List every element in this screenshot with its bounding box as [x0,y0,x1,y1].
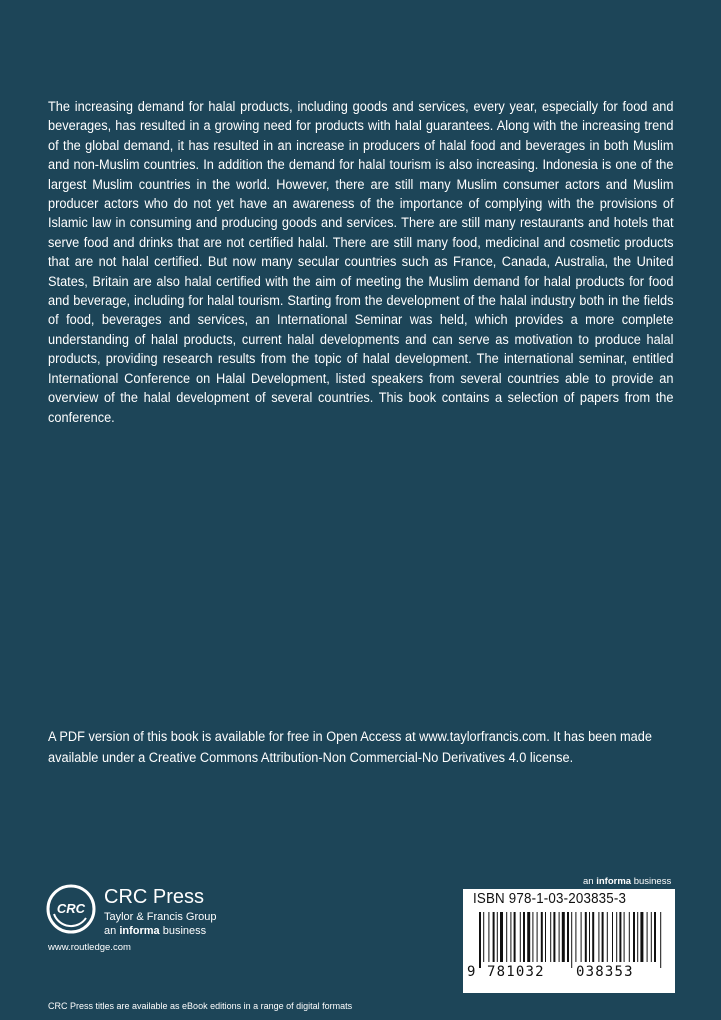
barcode-bar [488,912,489,962]
barcode-bar [506,912,507,962]
barcode-bar [624,912,625,962]
publisher-block [104,886,216,938]
ebook-note: CRC Press titles are available as eBook editions in a range of digital formats [48,1001,353,1011]
barcode-bar [607,912,608,962]
back-cover-blurb: The increasing demand for halal products, including goods and services, every year, especially for food and beverages, has resulted in a growing need for products with halal guarantees. Along with the increasing trend of the global demand, it has resulted in an increase in producers of halal food and beverages in both Muslim and non-Muslim countries. In addition the demand for halal tourism is also increasing. Indonesia is one of the largest Muslim countries in the world. However, there are still many Muslim consumer actors and Muslim producer actors who do not yet have an awareness of the importance of complying with the provisions of Islamic law in consuming and producing goods and services. There are still many restaurants and hotels that serve food and drinks that are not certified halal. There are still many food, medicinal and cosmetic products that are not halal certified. But now many secular countries such as France, Canada, Australia, the United States, Britain are also halal certified with the aim of meeting the Muslim demand for halal products for food and beverage, including for halal tourism. Starting from the development of the halal industry both in the fields of food, beverages and services, an International Seminar was held, which provides a more complete understanding of halal products, current halal developments and can serve as motivation to produce halal products, providing research results from the topic of halal development. The international seminar, entitled International Conference on Halal Development, listed speakers from several countries able to provide an overview of the halal development of several countries. This book contains a selection of papers from the conference. [48,99,674,426]
barcode-bar [550,912,551,962]
informa-suffix: business [633,876,672,887]
publisher-business-brand: informa [119,925,160,937]
barcode-bar [479,912,481,968]
barcode-bar [616,912,617,962]
isbn-barcode-box [463,889,675,993]
open-access-note: A PDF version of this book is available for free in Open Access at www.taylorfrancis.com. It has been made available under a Creative Commons Attribution-Non Commercial-No Derivatives 4.0 license. [48,729,652,766]
publisher-group: Taylor & Francis Group [104,911,217,923]
barcode-digit-group-1: 781032 [487,964,545,980]
barcode-bar [629,912,630,962]
barcode-bar [523,912,525,962]
barcode-bar [553,912,555,962]
barcode-bar [647,912,648,962]
barcode-bar [612,912,613,962]
barcode-bar [598,912,599,962]
barcode-bar [581,912,582,962]
barcode-bar [514,912,516,962]
publisher-website: www.routledge.com [48,942,131,953]
barcode-bar [633,912,635,962]
barcode-bar [567,912,569,962]
isbn-label: ISBN 978-1-03-203835-3 [473,891,627,907]
barcode-bar [575,912,576,962]
barcode-bar [654,912,656,962]
barcode-graphic [479,912,665,968]
barcode-bar [537,912,538,962]
barcode-bar [589,912,590,962]
barcode-digit-first: 9 [467,964,476,980]
barcode-bar [660,912,661,968]
informa-brand: informa [596,876,632,887]
publisher-name: CRC Press [104,886,205,908]
barcode-bar [510,912,511,962]
publisher-business-line [104,924,216,938]
barcode-bar [585,912,587,962]
publisher-business-suffix: business [162,925,207,937]
informa-business-tag [583,876,671,887]
barcode-bar [602,912,604,962]
barcode-bar [520,912,521,962]
barcode-bar [532,912,533,962]
barcode-bar [527,912,530,962]
barcode-bar [500,912,503,962]
barcode-bar [493,912,495,962]
informa-prefix: an [583,876,594,887]
barcode-bar [637,912,638,962]
barcode-bar [545,912,546,962]
barcode-bar [592,912,594,962]
crc-logo-text: CRC [56,901,86,916]
barcode-bar [497,912,498,962]
barcode-bar [559,912,560,962]
publisher-business-prefix: an [104,925,117,937]
barcode-bar [619,912,621,962]
barcode-bar [651,912,652,962]
barcode-bar [541,912,543,962]
barcode-digit-group-2: 038353 [576,964,634,980]
barcode-bar [640,912,643,962]
crc-logo-icon [46,884,96,934]
barcode-bar [562,912,565,962]
barcode-bar [483,912,484,962]
barcode-bar [571,912,572,968]
